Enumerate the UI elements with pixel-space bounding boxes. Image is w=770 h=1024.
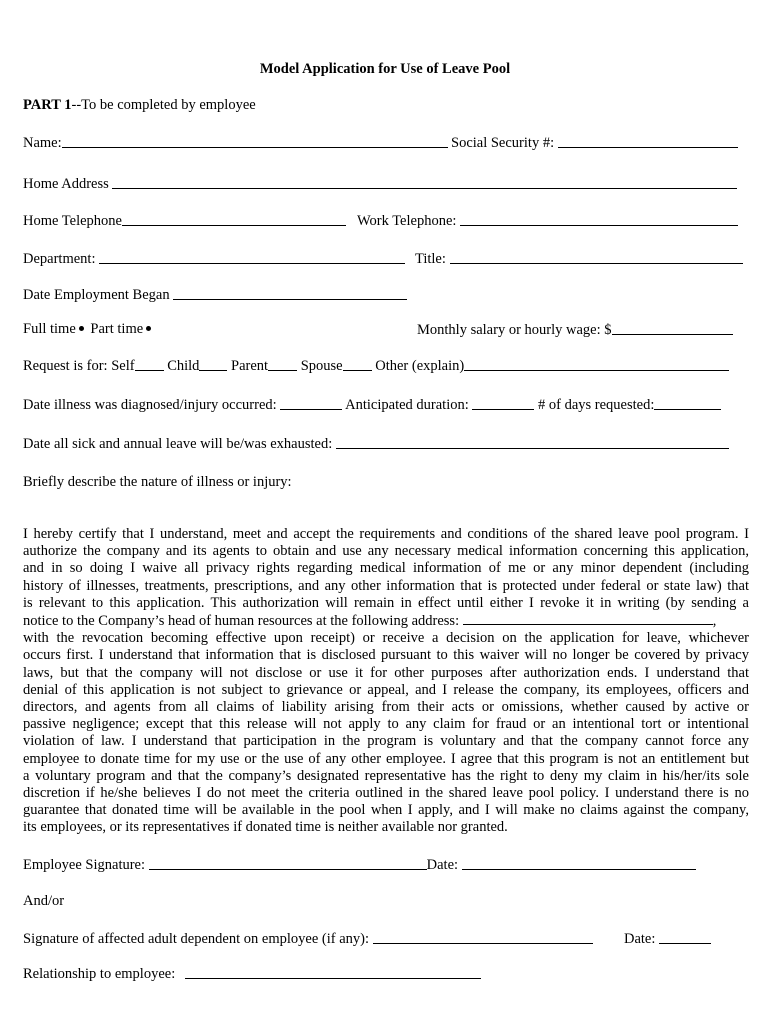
describe-illness-label: Briefly describe the nature of illness or injury: <box>23 474 292 490</box>
option-self-field[interactable] <box>135 358 164 371</box>
duration-label: Anticipated duration: <box>345 397 469 413</box>
part1-heading <box>23 97 256 114</box>
certification-line: history of illnesses, treatments, prescriptions, and any other information that is protected under federal or state law) that <box>23 577 749 594</box>
certification-line: is relevant to this application. This authorization will remain in effect until either I revoke it in writing (by sending a <box>23 594 749 611</box>
dependent-signature-field[interactable] <box>373 931 593 944</box>
home-telephone-row <box>23 212 346 230</box>
dependent-signature-label: Signature of affected adult dependent on employee (if any): <box>23 931 369 947</box>
employment-date-row <box>23 286 407 304</box>
part1-instructions: --To be completed by employee <box>71 97 256 113</box>
part-time-bullet-icon[interactable] <box>146 326 151 331</box>
job-title-label: Title: <box>415 251 446 267</box>
name-field[interactable] <box>62 135 448 148</box>
part1-label: PART 1 <box>23 97 72 113</box>
home-address-label: Home Address <box>23 176 109 192</box>
request-label: Request is for: <box>23 358 108 374</box>
dependent-date-field[interactable] <box>659 931 711 944</box>
leave-exhausted-row <box>23 435 729 453</box>
option-child-field[interactable] <box>199 358 227 371</box>
illness-date-field[interactable] <box>280 397 342 410</box>
name-row <box>23 134 448 152</box>
request-row <box>23 357 729 375</box>
certification-paragraph <box>23 526 749 837</box>
certification-line: violation of law. I understand that participation in the program is voluntary and that the company cannot force any <box>23 733 749 750</box>
option-spouse-label: Spouse <box>300 358 343 374</box>
home-address-row <box>23 175 737 193</box>
salary-field[interactable] <box>612 322 733 335</box>
certification-line-with-address: notice to the Company’s head of human resources at the following address: , <box>23 613 717 630</box>
job-title-field[interactable] <box>450 251 743 264</box>
employee-signature-field[interactable] <box>149 857 427 870</box>
part-time-label: Part time <box>90 321 144 337</box>
home-telephone-label: Home Telephone <box>23 213 122 229</box>
certification-line: directors, and agents from all claims of liability arising from their acts or omissions, whether caused by active or <box>23 699 749 716</box>
certification-line: I hereby certify that I understand, meet and accept the requirements and conditions of the shared leave pool program. I <box>23 526 749 542</box>
option-other-label: Other (explain) <box>375 358 465 374</box>
certification-line: with the revocation becoming effective upon receipt) or receive a decision on the application for leave, whichever <box>23 630 749 647</box>
employment-type-row <box>23 321 154 338</box>
option-parent-label: Parent <box>231 358 269 374</box>
leave-exhausted-label: Date all sick and annual leave will be/was exhausted: <box>23 436 333 452</box>
form-title: Model Application for Use of Leave Pool <box>259 61 511 77</box>
certification-line: a voluntary program and that the company’s designated representative has the right to deny my claim in his/her/its sole <box>23 767 749 784</box>
relationship-label: Relationship to employee: <box>23 966 176 982</box>
option-other-field[interactable] <box>464 358 729 371</box>
full-time-label: Full time <box>23 321 76 337</box>
department-field[interactable] <box>99 251 405 264</box>
employment-date-field[interactable] <box>173 287 407 300</box>
leave-exhausted-field[interactable] <box>336 436 729 449</box>
and-or-text: And/or <box>23 893 65 909</box>
days-requested-label: # of days requested: <box>538 397 655 413</box>
option-child-label: Child <box>167 358 200 374</box>
certification-line: discretion if he/she believes I do not meet the criteria outlined in the shared leave pool policy. I understand there is no <box>23 785 749 802</box>
salary-row <box>417 321 733 339</box>
certification-line: denial of this application is not subject to grievance or appeal, and I release the company, its employees, officers and <box>23 681 749 698</box>
employee-date-field[interactable] <box>462 857 696 870</box>
illness-date-row <box>23 396 721 414</box>
department-row <box>23 250 405 268</box>
dependent-signature-row <box>23 930 593 948</box>
option-self-label: Self <box>111 358 135 374</box>
certification-line: passive negligence; except that this release will not apply to any claim for fraud or an intentional tort or intentional <box>23 716 749 733</box>
option-spouse-field[interactable] <box>343 358 372 371</box>
certification-line: authorize the company and its agents to obtain and use any necessary medical information concerning this application, <box>23 543 749 560</box>
employment-date-label: Date Employment Began <box>23 287 170 303</box>
dependent-date-row <box>624 930 711 948</box>
duration-field[interactable] <box>472 397 534 410</box>
certification-line: notice to the Company’s head of human resources at the following address: <box>23 613 460 630</box>
certification-line: employee to donate time for my use or the use of any other employee. I agree that this program is not an entitlement but <box>23 750 749 767</box>
employee-signature-label: Employee Signature: <box>23 857 146 873</box>
work-telephone-label: Work Telephone: <box>357 213 457 229</box>
certification-line: and in so doing I waive all privacy rights regarding medical information of me or any minor dependent (including <box>23 560 749 577</box>
home-telephone-field[interactable] <box>122 213 346 226</box>
department-label: Department: <box>23 251 96 267</box>
option-parent-field[interactable] <box>268 358 297 371</box>
employee-signature-row <box>23 856 696 874</box>
certification-line: occurs first. I understand that information that is disclosed pursuant to this waiver will no longer be covered by privacy <box>23 647 749 664</box>
full-time-bullet-icon[interactable] <box>79 326 84 331</box>
ssn-field[interactable] <box>558 135 738 148</box>
certification-line: guarantee that donated time will be available in the pool when I apply, and I will make no claims against the company, <box>23 802 749 819</box>
days-requested-field[interactable] <box>654 397 721 410</box>
dependent-date-label: Date: <box>624 931 656 947</box>
hr-address-field[interactable] <box>463 612 713 625</box>
relationship-field[interactable] <box>185 966 481 979</box>
employee-date-label: Date: <box>426 857 459 873</box>
job-title-row <box>415 250 743 268</box>
name-label: Name: <box>23 135 62 151</box>
relationship-row <box>23 965 481 983</box>
work-telephone-row <box>357 212 738 230</box>
certification-line: laws, but that the company will not disclose or use it for other purposes after authorization ends. I understand that <box>23 664 749 681</box>
ssn-row <box>451 134 738 152</box>
ssn-label: Social Security #: <box>451 135 555 151</box>
work-telephone-field[interactable] <box>460 213 738 226</box>
salary-label: Monthly salary or hourly wage: $ <box>417 322 612 338</box>
home-address-field[interactable] <box>112 176 737 189</box>
illness-date-label: Date illness was diagnosed/injury occurred: <box>23 397 277 413</box>
certification-line: its employees, or its representatives if donated time is neither available nor granted. <box>23 819 508 836</box>
